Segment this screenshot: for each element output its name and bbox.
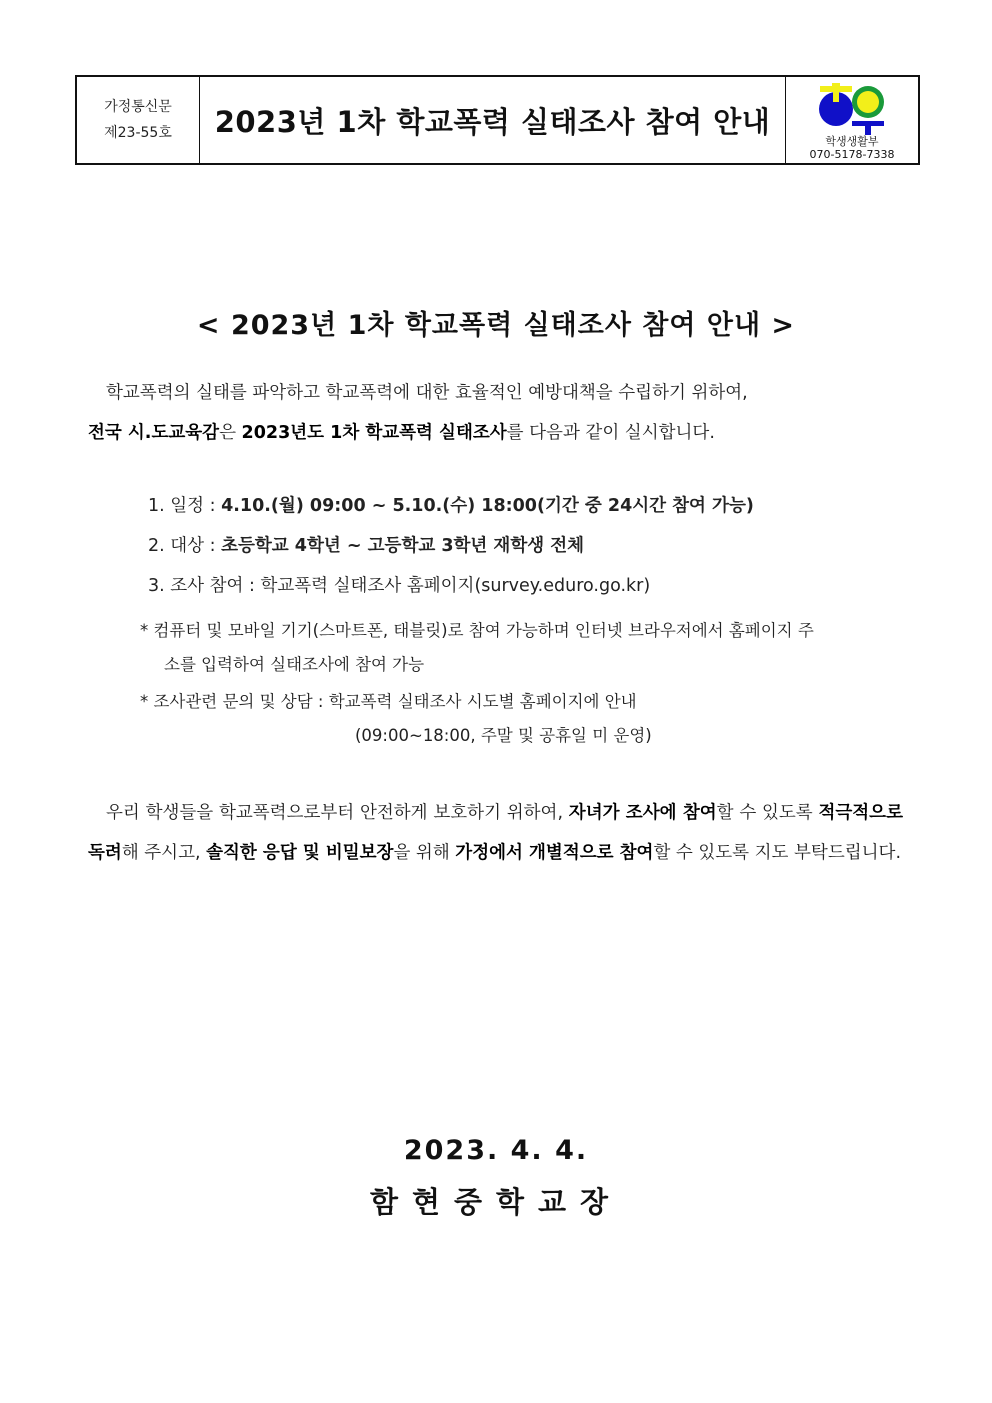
closing-bold-2: 적극적으로 독려 — [88, 803, 903, 863]
intro-line-1: 학교폭력의 실태를 파악하고 학교폭력에 대한 효율적인 예방대책을 수립하기 위하여, — [106, 383, 748, 403]
intro-text-2: 를 다음과 같이 실시합니다. — [506, 423, 715, 443]
intro-paragraph — [88, 373, 903, 453]
intro-text-1: 은 — [219, 423, 242, 443]
closing-text-4: 을 위해 — [393, 843, 456, 863]
department-cell — [785, 77, 918, 163]
closing-paragraph — [88, 793, 903, 873]
list-item-target — [148, 526, 754, 566]
schedule-label: 1. 일정 : — [148, 496, 222, 516]
closing-text-2: 할 수 있도록 — [716, 803, 819, 823]
target-value: 초등학교 4학년 ~ 고등학교 3학년 재학생 전체 — [221, 536, 585, 556]
closing-bold-3: 솔직한 응답 및 비밀보장 — [206, 843, 394, 863]
closing-bold-1: 자녀가 조사에 참여 — [568, 803, 717, 823]
participation-value: 학교폭력 실태조사 홈페이지(survey.eduro.go.kr) — [260, 576, 651, 596]
closing-text-3: 해 주시고, — [121, 843, 207, 863]
header-title: 2023년 1차 학교폭력 실태조사 참여 안내 — [214, 104, 771, 139]
intro-bold-1: 전국 시.도교육감 — [88, 423, 220, 443]
note-device-line-1: * 컴퓨터 및 모바일 기기(스마트폰, 태블릿)로 참여 가능하며 인터넷 브라우저에서 홈페이지 주 — [140, 621, 814, 640]
target-label: 2. 대상 : — [148, 536, 222, 556]
list-item-participation — [148, 566, 754, 606]
list-item-schedule — [148, 486, 754, 526]
department-phone: 070-5178-7338 — [809, 148, 895, 161]
schedule-value: 4.10.(월) 09:00 ~ 5.10.(수) 18:00(기간 중 24시간 참여 가능) — [221, 496, 754, 516]
doc-type: 가정통신문 — [104, 99, 172, 115]
closing-text-1: 우리 학생들을 학교폭력으로부터 안전하게 보호하기 위하여, — [106, 803, 569, 823]
closing-text-5: 할 수 있도록 지도 부탁드립니다. — [653, 843, 902, 863]
note-inquiry — [140, 684, 637, 720]
note-device — [140, 614, 908, 682]
issue-date: 2023. 4. 4. — [403, 1135, 589, 1166]
info-list — [148, 486, 754, 606]
main-title: < 2023년 1차 학교폭력 실태조사 참여 안내 > — [196, 310, 796, 341]
doc-number: 제23-55호 — [104, 125, 172, 141]
school-logo-icon — [816, 83, 888, 135]
note-inquiry-line-1: * 조사관련 문의 및 상담 : 학교폭력 실태조사 시도별 홈페이지에 안내 — [140, 692, 637, 711]
participation-label: 3. 조사 참여 : — [148, 576, 261, 596]
letter-header — [75, 75, 920, 165]
department-name: 학생생활부 — [825, 135, 879, 148]
note-device-line-2: 소를 입력하여 실태조사에 참여 가능 — [164, 655, 425, 674]
doc-info-cell — [77, 77, 200, 163]
closing-bold-4: 가정에서 개별적으로 참여 — [455, 843, 654, 863]
note-inquiry-hours: (09:00~18:00, 주말 및 공휴일 미 운영) — [355, 726, 652, 745]
principal-signature: 함현중학교장 — [369, 1185, 623, 1219]
intro-bold-2: 2023년도 1차 학교폭력 실태조사 — [241, 423, 507, 443]
